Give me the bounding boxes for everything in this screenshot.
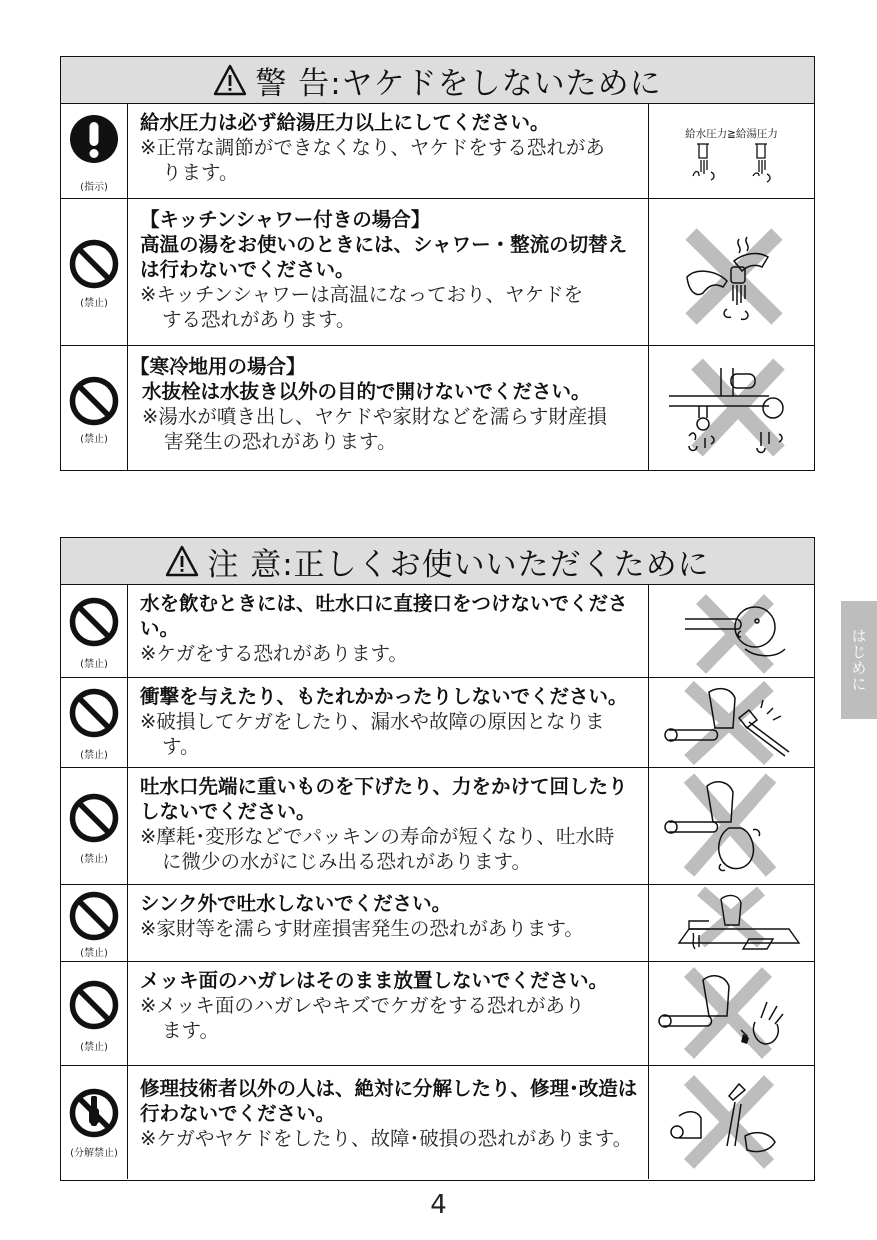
illustration-cell <box>648 885 814 961</box>
warning-main-text: 高温の湯をお使いのときには、シャワー・整流の切替えは行わないでください。 <box>140 233 628 281</box>
prohibited-icon <box>69 688 119 738</box>
symbol-caption: (分解禁止) <box>70 1148 118 1159</box>
caution-note-line: ※ケガやヤケドをしたり、故障･破損の恐れがあります。 <box>140 1127 633 1150</box>
prohibited-icon <box>69 239 119 289</box>
caution-text-cell <box>128 1066 648 1179</box>
symbol-cell <box>61 199 128 345</box>
caution-main-text: シンク外で吐水しないでください。 <box>140 892 452 915</box>
illustration-cell <box>648 678 814 767</box>
symbol-cell <box>61 1066 128 1179</box>
prohibited-icon <box>69 980 119 1030</box>
symbol-cell <box>61 346 128 471</box>
warning-box <box>60 56 815 471</box>
caution-title: 注 意:正しくお使いいただくために <box>207 546 710 583</box>
drain-valve-illustration <box>649 346 814 469</box>
caution-main-text: 吐水口先端に重いものを下げたり、力をかけて回したりしないでください。 <box>140 775 628 823</box>
illustration-cell <box>648 768 814 884</box>
prohibited-icon <box>69 793 119 843</box>
caution-text-cell <box>128 678 648 767</box>
caution-main-text: 修理技術者以外の人は、絶対に分解したり、修理･改造は行わないでください。 <box>140 1077 638 1125</box>
warning-triangle-icon <box>213 64 247 96</box>
caution-row <box>61 885 814 962</box>
warning-note <box>130 404 638 454</box>
caution-note <box>140 993 638 1043</box>
caution-note-line: ※家財等を濡らす財産損害発生の恐れがあります。 <box>140 917 584 940</box>
warning-text-cell <box>128 346 648 471</box>
symbol-cell <box>61 768 128 884</box>
warning-note-line: ※キッチンシャワーは高温になっており、ヤケドを <box>140 283 584 306</box>
prohibited-icon <box>69 376 119 426</box>
symbol-caption: (禁止) <box>80 1042 108 1053</box>
warning-main-text: 水抜栓は水抜き以外の目的で開けないでください。 <box>142 380 591 403</box>
heavy-object-on-spout-illustration <box>649 768 814 883</box>
section-tab[interactable] <box>841 601 877 719</box>
symbol-caption: (指示) <box>80 182 108 193</box>
warning-note <box>140 282 638 332</box>
warning-note-line: 害発生の恐れがあります。 <box>164 430 397 453</box>
mandatory-exclamation-icon <box>69 114 119 164</box>
symbol-caption: (禁止) <box>80 948 108 959</box>
warning-row <box>61 199 814 346</box>
symbol-cell <box>61 678 128 767</box>
prohibited-icon <box>69 891 119 941</box>
caution-box <box>60 537 815 1181</box>
faucet-pressure-illustration <box>649 104 814 197</box>
caution-note <box>140 641 638 666</box>
symbol-cell <box>61 885 128 961</box>
caution-text-cell <box>128 962 648 1065</box>
illustration-cell <box>648 346 814 471</box>
caution-note <box>140 709 638 759</box>
warning-text-cell <box>128 104 648 198</box>
illustration-cell <box>648 962 814 1065</box>
symbol-cell <box>61 962 128 1065</box>
illustration-cell <box>648 199 814 345</box>
caution-note <box>140 916 638 941</box>
prohibited-icon <box>69 597 119 647</box>
symbol-caption: (禁止) <box>80 298 108 309</box>
symbol-caption: (禁止) <box>80 434 108 445</box>
pressure-label: 給水圧力≧給湯圧力 <box>685 128 778 140</box>
warning-row <box>61 104 814 199</box>
symbol-caption: (禁止) <box>80 659 108 670</box>
caution-note-line: に微少の水がにじみ出る恐れがあります。 <box>162 850 531 873</box>
page-number: 4 <box>430 1190 447 1220</box>
caution-note-line: ※メッキ面のハガレやキズでケガをする恐れがあり <box>140 994 585 1017</box>
caution-note-line: ※ケガをする恐れがあります。 <box>140 642 408 665</box>
illustration-cell <box>648 104 814 198</box>
spout-outside-sink-illustration <box>649 885 814 960</box>
impact-wrench-illustration <box>649 678 814 766</box>
warning-note-line: ※正常な調節ができなくなり、ヤケドをする恐れがあ <box>140 136 605 159</box>
kitchen-shower-illustration <box>649 199 814 344</box>
symbol-cell <box>61 585 128 677</box>
caution-main-text: 水を飲むときには、吐水口に直接口をつけないでください。 <box>140 592 628 640</box>
disassembly-illustration <box>649 1066 814 1177</box>
warning-text-cell <box>128 199 648 345</box>
caution-note-line: ます。 <box>162 1019 219 1042</box>
caution-header <box>61 538 814 585</box>
caution-note <box>140 1126 638 1151</box>
symbol-caption: (禁止) <box>80 854 108 865</box>
warning-row <box>61 346 814 471</box>
caution-main-text: メッキ面のハガレはそのまま放置しないでください。 <box>140 969 609 992</box>
warning-note-line: ります。 <box>162 161 239 184</box>
plating-damage-illustration <box>649 962 814 1064</box>
caution-note <box>140 824 638 874</box>
condition-bracket: 【寒冷地用の場合】 <box>130 355 306 378</box>
warning-note <box>140 135 638 185</box>
caution-row <box>61 768 814 885</box>
section-tab-label: はじめに <box>849 628 868 692</box>
warning-main-text: 給水圧力は必ず給湯圧力以上にしてください。 <box>140 111 550 134</box>
caution-row <box>61 1066 814 1179</box>
warning-note-line: する恐れがあります。 <box>162 308 356 331</box>
symbol-caption: (禁止) <box>80 750 108 761</box>
drinking-from-spout-illustration <box>649 585 814 676</box>
caution-main-text: 衝撃を与えたり、もたれかかったりしないでください。 <box>140 685 628 708</box>
warning-note-line: ※湯水が噴き出し、ヤケドや家財などを濡らす財産損 <box>142 405 607 428</box>
caution-text-cell <box>128 768 648 884</box>
caution-row <box>61 962 814 1066</box>
illustration-cell <box>648 1066 814 1179</box>
caution-text-cell <box>128 885 648 961</box>
caution-row <box>61 585 814 678</box>
no-disassembly-icon <box>69 1088 119 1138</box>
caution-note-line: ※摩耗･変形などでパッキンの寿命が短くなり、吐水時 <box>140 825 615 848</box>
caution-row <box>61 678 814 768</box>
symbol-cell <box>61 104 128 198</box>
caution-text-cell <box>128 585 648 677</box>
caution-note-line: す。 <box>162 735 200 758</box>
caution-note-line: ※破損してケガをしたり、漏水や故障の原因となりま <box>140 710 605 733</box>
warning-title: 警 告:ヤケドをしないために <box>255 65 662 102</box>
warning-header <box>61 57 814 104</box>
warning-triangle-icon <box>165 545 199 577</box>
condition-bracket: 【キッチンシャワー付きの場合】 <box>140 208 431 231</box>
illustration-cell <box>648 585 814 677</box>
